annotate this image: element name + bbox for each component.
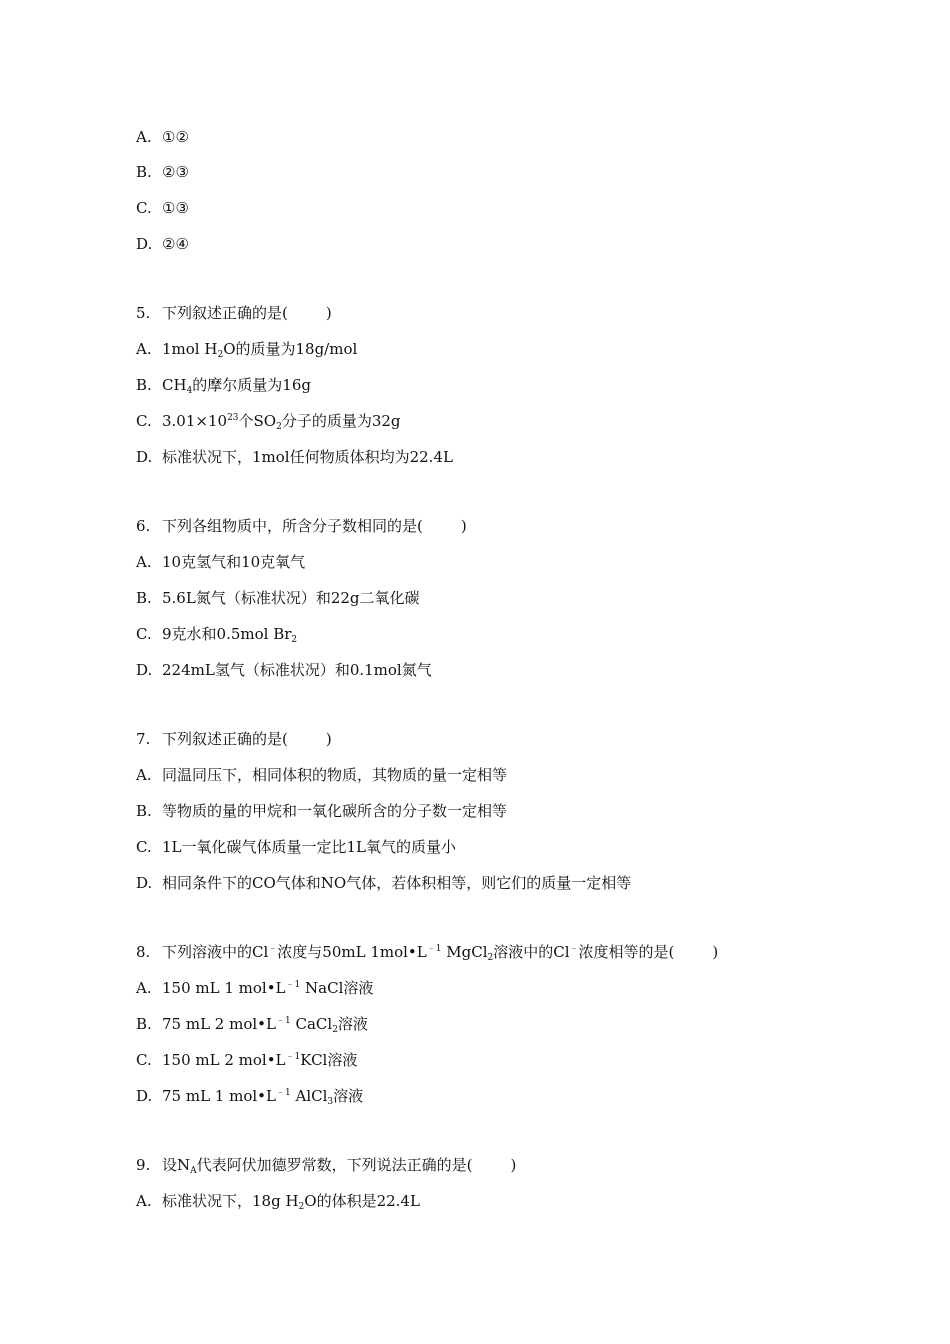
q9-stem bbox=[136, 1155, 516, 1175]
q4-option-c bbox=[136, 198, 189, 218]
option-text: ①③ bbox=[162, 199, 189, 217]
subscript: 2 bbox=[487, 953, 494, 963]
q7-option-b bbox=[136, 801, 507, 821]
question-text: 下列叙述正确的是( bbox=[162, 730, 288, 748]
question-text: MgCl bbox=[441, 943, 488, 961]
subscript: 2 bbox=[276, 422, 282, 432]
question-text: 下列叙述正确的是( bbox=[162, 304, 288, 322]
option-text: 1mol H bbox=[162, 340, 218, 358]
question-text: 溶液中的Cl bbox=[493, 943, 570, 961]
question-text: 设N bbox=[162, 1156, 191, 1174]
subscript: 4 bbox=[186, 386, 193, 396]
option-tag: A. bbox=[136, 340, 152, 358]
superscript: ﹣1 bbox=[426, 944, 442, 954]
option-tag: D. bbox=[136, 1087, 153, 1105]
option-tag: B. bbox=[136, 376, 152, 394]
option-text: 9克水和0.5mol Br bbox=[162, 625, 292, 643]
question-number: 5. bbox=[136, 304, 151, 322]
option-text: 150 mL 1 mol•L bbox=[162, 979, 286, 997]
option-tag: C. bbox=[136, 838, 152, 856]
question-close-paren: ) bbox=[510, 1156, 517, 1174]
q5-option-a bbox=[136, 339, 357, 359]
option-tag: D. bbox=[136, 661, 153, 679]
option-text: 标准状况下，1mol任何物质体积均为22.4L bbox=[162, 448, 453, 466]
q8-option-a bbox=[136, 978, 373, 998]
question-text: 代表阿伏加德罗常数，下列说法正确的是( bbox=[196, 1156, 473, 1174]
option-tag: D. bbox=[136, 448, 153, 466]
option-text: 3.01×10 bbox=[162, 412, 228, 430]
q4-option-a bbox=[136, 127, 189, 147]
question-number: 9. bbox=[136, 1156, 151, 1174]
q6-option-a bbox=[136, 552, 305, 572]
option-text: 224mL氢气（标准状况）和0.1mol氮气 bbox=[162, 661, 432, 679]
question-close-paren: ) bbox=[325, 730, 332, 748]
option-tag: C. bbox=[136, 412, 152, 430]
option-tag: A. bbox=[136, 1192, 152, 1210]
option-tag: B. bbox=[136, 589, 152, 607]
question-number: 7. bbox=[136, 730, 151, 748]
question-text: 浓度相等的是( bbox=[578, 943, 675, 961]
option-text: CaCl bbox=[290, 1015, 333, 1033]
subscript: 3 bbox=[327, 1097, 334, 1107]
option-text: 75 mL 1 mol•L bbox=[162, 1087, 276, 1105]
option-text: 150 mL 2 mol•L bbox=[162, 1051, 286, 1069]
superscript: ﹣ bbox=[268, 944, 278, 954]
option-tag: A. bbox=[136, 553, 152, 571]
option-text: 的摩尔质量为16g bbox=[192, 376, 311, 394]
option-tag: D. bbox=[136, 235, 153, 253]
subscript: 2 bbox=[291, 635, 298, 645]
option-tag: A. bbox=[136, 128, 152, 146]
option-tag: A. bbox=[136, 766, 152, 784]
option-text: 溶液 bbox=[337, 1015, 368, 1033]
q6-option-d bbox=[136, 660, 432, 680]
q8-option-c bbox=[136, 1050, 357, 1070]
q8-option-d bbox=[136, 1086, 363, 1106]
option-text: 相同条件下的CO气体和NO气体，若体积相等，则它们的质量一定相等 bbox=[162, 874, 632, 892]
q9-option-a bbox=[136, 1191, 420, 1211]
superscript: 23 bbox=[227, 413, 239, 423]
option-text: ①② bbox=[162, 128, 189, 146]
question-number: 8. bbox=[136, 943, 151, 961]
option-tag: C. bbox=[136, 1051, 152, 1069]
option-tag: C. bbox=[136, 625, 152, 643]
option-tag: C. bbox=[136, 199, 152, 217]
q7-option-c bbox=[136, 837, 456, 857]
option-text: AlCl bbox=[290, 1087, 328, 1105]
q6-option-c bbox=[136, 624, 297, 644]
superscript: ﹣1 bbox=[285, 1052, 301, 1062]
option-tag: B. bbox=[136, 163, 152, 181]
question-text: 下列溶液中的Cl bbox=[162, 943, 269, 961]
q5-stem bbox=[136, 303, 332, 323]
option-text: 等物质的量的甲烷和一氧化碳所含的分子数一定相等 bbox=[162, 802, 508, 820]
option-text: 10克氢气和10克氧气 bbox=[162, 553, 306, 571]
option-text: 个SO bbox=[238, 412, 277, 430]
option-text: ②④ bbox=[162, 235, 189, 253]
superscript: ﹣1 bbox=[285, 980, 301, 990]
question-number: 6. bbox=[136, 517, 151, 535]
q6-option-b bbox=[136, 588, 420, 608]
question-close-paren: ) bbox=[712, 943, 719, 961]
option-text: ②③ bbox=[162, 163, 189, 181]
option-text: CH bbox=[162, 376, 187, 394]
option-text: 5.6L氮气（标准状况）和22g二氧化碳 bbox=[162, 589, 420, 607]
q6-stem bbox=[136, 516, 467, 536]
option-text: 同温同压下，相同体积的物质，其物质的量一定相等 bbox=[162, 766, 508, 784]
option-text: O的体积是22.4L bbox=[304, 1192, 420, 1210]
superscript: ﹣1 bbox=[275, 1016, 291, 1026]
q5-option-c bbox=[136, 411, 401, 431]
question-close-paren: ) bbox=[325, 304, 332, 322]
option-text: NaCl溶液 bbox=[300, 979, 374, 997]
q8-option-b bbox=[136, 1014, 368, 1034]
subscript: 2 bbox=[298, 1202, 305, 1212]
subscript: 2 bbox=[332, 1025, 338, 1035]
q4-option-d bbox=[136, 234, 189, 254]
subscript: 2 bbox=[217, 350, 224, 360]
option-tag: D. bbox=[136, 874, 153, 892]
q8-stem bbox=[136, 942, 718, 962]
q5-option-b bbox=[136, 375, 311, 395]
option-text: O的质量为18g/mol bbox=[223, 340, 358, 358]
q7-option-d bbox=[136, 873, 631, 893]
option-text: 标准状况下，18g H bbox=[162, 1192, 299, 1210]
superscript: ﹣ bbox=[569, 944, 579, 954]
q4-option-b bbox=[136, 162, 189, 182]
option-text: 1L一氧化碳气体质量一定比1L氧气的质量小 bbox=[162, 838, 457, 856]
option-text: 分子的质量为32g bbox=[281, 412, 401, 430]
option-tag: B. bbox=[136, 802, 152, 820]
option-tag: A. bbox=[136, 979, 152, 997]
question-close-paren: ) bbox=[460, 517, 467, 535]
q7-stem bbox=[136, 729, 332, 749]
question-text: 浓度与50mL 1mol•L bbox=[277, 943, 427, 961]
superscript: ﹣1 bbox=[275, 1088, 291, 1098]
option-text: 75 mL 2 mol•L bbox=[162, 1015, 276, 1033]
option-tag: B. bbox=[136, 1015, 152, 1033]
q7-option-a bbox=[136, 765, 507, 785]
option-text: 溶液 bbox=[333, 1087, 364, 1105]
subscript: A bbox=[190, 1166, 197, 1176]
question-text: 下列各组物质中，所含分子数相同的是( bbox=[162, 517, 423, 535]
option-text: KCl溶液 bbox=[300, 1051, 358, 1069]
q5-option-d bbox=[136, 447, 453, 467]
